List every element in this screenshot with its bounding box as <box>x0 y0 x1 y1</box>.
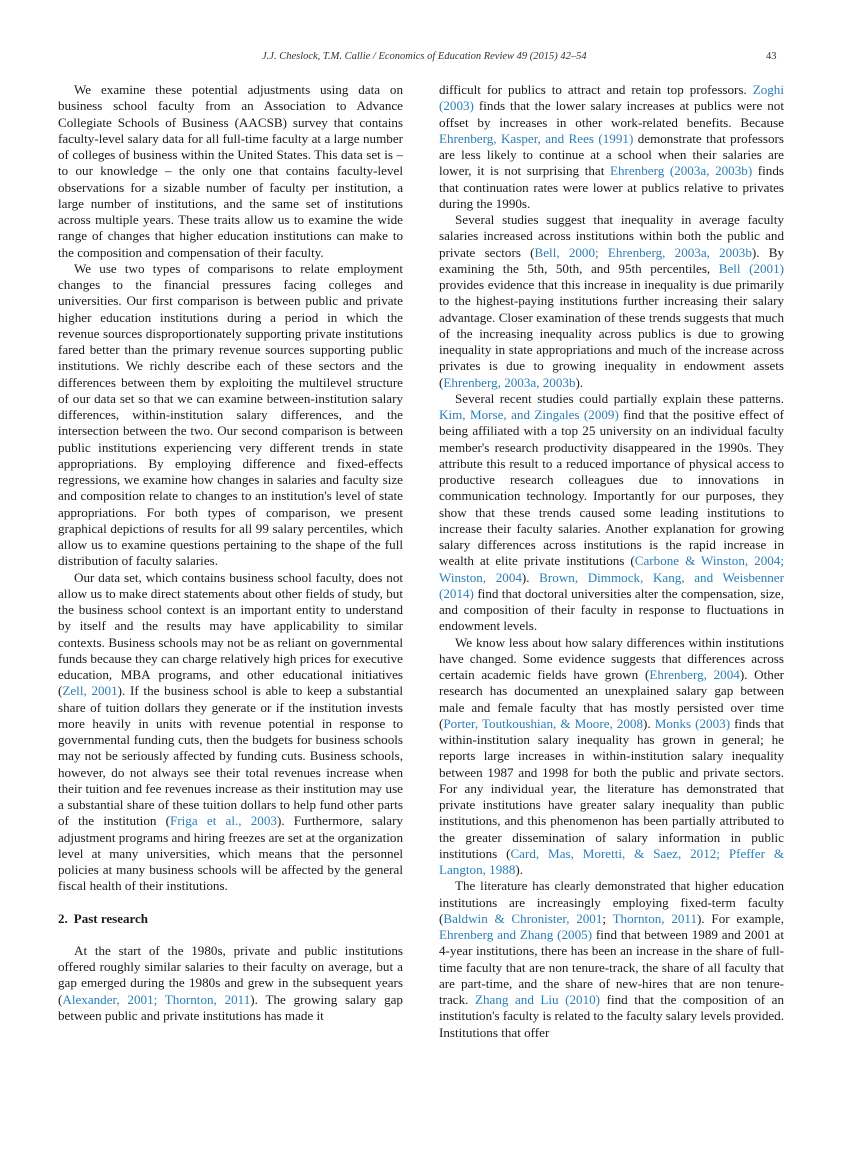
paragraph: We use two types of comparisons to relate employment changes to the financial pressures facing colleges and universities. Our first comparison is between public and private higher education institutions during a period in which the revenue sources disproportionately supporting private institutions fared better than the primary revenue sources supporting public institutions. We richly describe each of these sectors and the differences between them by exploiting the multilevel structure of our data set so that we can examine between-institution salary differences, within-institution salary differences, and the intersection between the two. Our second comparison is between public institutions experiencing very different trends in state appropriations. By employing difference and fixed-effects regressions, we examine how changes in salaries and faculty size and composition relate to changes to an institution's level of state appropriations. For both types of comparison, we present graphical depictions of results for all 99 salary percentiles, which allow us to examine questions pertaining to the shape of the full distribution of faculty salaries. <box>58 260 403 569</box>
citation-link[interactable]: Brown, Dimmock, Kang, and Weisbenner (2014) <box>439 569 784 601</box>
citation-link[interactable]: Friga et al., 2003 <box>170 813 277 829</box>
citation-link[interactable]: Kim, Morse, and Zingales (2009) <box>439 407 619 422</box>
citation-link[interactable]: Carbone & Winston, 2004; Winston, 2004 <box>439 553 784 585</box>
journal-citation: J.J. Cheslock, T.M. Callie / Economics of Education Review 49 (2015) 42–54 <box>262 51 587 62</box>
citation-link[interactable]: Alexander, 2001; Thornton, 2011 <box>62 991 251 1007</box>
page-number: 43 <box>766 51 777 62</box>
paragraph: At the start of the 1980s, private and public institutions offered roughly similar salaries to their faculty on average, but a gap emerged during the 1980s and grew in the subsequent years (Alexander, 2001; Thornton, 2011). The growing salary gap between public and private institutions has made it <box>58 942 403 1023</box>
paragraph: Several studies suggest that inequality in average faculty salaries increased across institutions within both the public and private sectors (Bell, 2000; Ehrenberg, 2003a, 2003b). By examining the 5th, 50th, and 95th percentiles, Bell (2001) provides evidence that this increase in inequality is due primarily to the highest-paying institutions further increasing their salary advantage. Closer examination of these trends suggests that much of the increasing inequality across publics is due to growing inequality in state appropriations and much of the increase across privates is due to growing inequality in endowment assets (Ehrenberg, 2003a, 2003b). <box>439 212 785 390</box>
section-number: 2. <box>58 910 68 926</box>
citation-link[interactable]: Ehrenberg, Kasper, and Rees (1991) <box>439 130 634 146</box>
citation-link[interactable]: Bell, 2000; Ehrenberg, 2003a, 2003b <box>534 244 752 260</box>
paragraph: Our data set, which contains business school faculty, does not allow us to make direct statements about other fields of study, but the business school context is an important entity to understand by itself and the results may have applicability to similar contexts. Business schools may not be as reliant on governmental funds because they can charge relatively high prices for executive education, MBA programs, and other educational initiatives (Zell, 2001). If the business school is able to keep a substantial share of tuition dollars they generate or if the institution invests more heavily in units with revenue potential in response to governmental funding cuts, then the budgets for business schools may not be seriously affected by funding cuts. Business schools, however, do not always see their total revenues increase when their tuition and fee revenues increase as their institution may use a substantial share of these tuition dollars to help fund other parts of the institution (Friga et al., 2003). Furthermore, salary adjustment programs and hiring freezes are set at the organization level at many universities, which means that the personnel policies at many business schools will be affected by the general fiscal health of their institutions. <box>58 569 404 894</box>
left-column <box>58 82 403 1024</box>
paragraph: Several recent studies could partially explain these patterns. Kim, Morse, and Zingales (2009) find that the positive effect of being affiliated with a top 25 university on an individual faculty member's research productivity disappeared in the 1990s. They attribute this result to a reduced importance of physical access to productive research colleagues due to innovations in communication technology. Importantly for our purposes, they show that these trends caused some leading institutions to increase their faculty salaries. Another explanation for growing salary differences across institutions is the rapid increase in wealth at elite private institutions (Carbone & Winston, 2004; Winston, 2004). Brown, Dimmock, Kang, and Weisbenner (2014) find that doctoral universities alter the compensation, size, and composition of their faculty in response to fluctuations in endowment levels. <box>439 390 785 634</box>
right-column <box>439 82 784 1041</box>
citation-link[interactable]: Thornton, 2011 <box>612 910 698 926</box>
citation-link[interactable]: Ehrenberg (2003a, 2003b) <box>609 163 753 179</box>
paragraph: We examine these potential adjustments using data on business school faculty from an Association to Advance Collegiate Schools of Business (AACSB) survey that contains faculty-level salary data for all full-time faculty at a large number of colleges of business within the United States. This data set is – to our knowledge – the only one that contains faculty-level observations for a sizable number of faculty per institution, a large number of institutions, and the same set of institutions across multiple years. These traits allow us to examine the wide range of changes that higher education institutions can make to the composition and compensation of their faculty. <box>58 82 403 260</box>
paragraph: We know less about how salary differences within institutions have changed. Some evidence suggests that differences across certain academic fields have grown (Ehrenberg, 2004). Other research has documented an unexplained salary gap between male and female faculty that has mostly persisted over time (Porter, Toutkoushian, & Moore, 2008). Monks (2003) finds that within-institution salary inequality has grown in general; he reports large increases in within-institution salary inequality between 1987 and 1998 for both the public and private sectors. For any individual year, the literature has demonstrated that private institutions have greater salary inequality than public institutions, and this phenomenon has been partially attributed to the greater dissemination of salary information in public institutions (Card, Mas, Moretti, & Saez, 2012; Pfeffer & Langton, 1988). <box>439 634 784 877</box>
citation-link[interactable]: Ehrenberg, 2004 <box>649 667 740 682</box>
citation-link[interactable]: Zell, 2001 <box>62 683 118 699</box>
citation-link[interactable]: Porter, Toutkoushian, & Moore, 2008 <box>443 715 644 731</box>
citation-link[interactable]: Baldwin & Chronister, 2001 <box>443 910 603 926</box>
citation-link[interactable]: Bell (2001) <box>718 260 784 276</box>
citation-link[interactable]: Ehrenberg, 2003a, 2003b <box>443 374 576 390</box>
paragraph: difficult for publics to attract and retain top professors. Zoghi (2003) finds that the lower salary increases at publics were not offset by increases in other work-related benefits. Because Ehrenberg, Kasper, and Rees (1991) demonstrate that professors are less likely to continue at a school when their salaries are lower, it is not surprising that Ehrenberg (2003a, 2003b) finds that continuation rates were lower at publics relative to privates during the 1990s. <box>439 82 784 211</box>
paragraph: The literature has clearly demonstrated that higher education institutions are increasingly employing fixed-term faculty (Baldwin & Chronister, 2001; Thornton, 2011). For example, Ehrenberg and Zhang (2005) find that between 1989 and 2001 at 4-year institutions, there has been an increase in the share of full-time faculty that are non tenure-track, the share of all faculty that are part-time, and the share of new-hires that are non tenure-track. Zhang and Liu (2010) find that the composition of an institution's faculty is related to the faculty salary levels provided. Institutions that offer <box>439 878 784 1040</box>
citation-link[interactable]: Monks (2003) <box>654 715 731 731</box>
citation-link[interactable]: Card, Mas, Moretti, & Saez, 2012; Pfeffer & Langton, 1988 <box>439 845 784 877</box>
citation-link[interactable]: Zhang and Liu (2010) <box>474 992 601 1007</box>
section-heading <box>58 911 403 927</box>
section-title: Past research <box>73 910 148 926</box>
running-header <box>0 51 846 69</box>
citation-link[interactable]: Zoghi (2003) <box>439 82 784 114</box>
citation-link[interactable]: Ehrenberg and Zhang (2005) <box>439 927 593 942</box>
